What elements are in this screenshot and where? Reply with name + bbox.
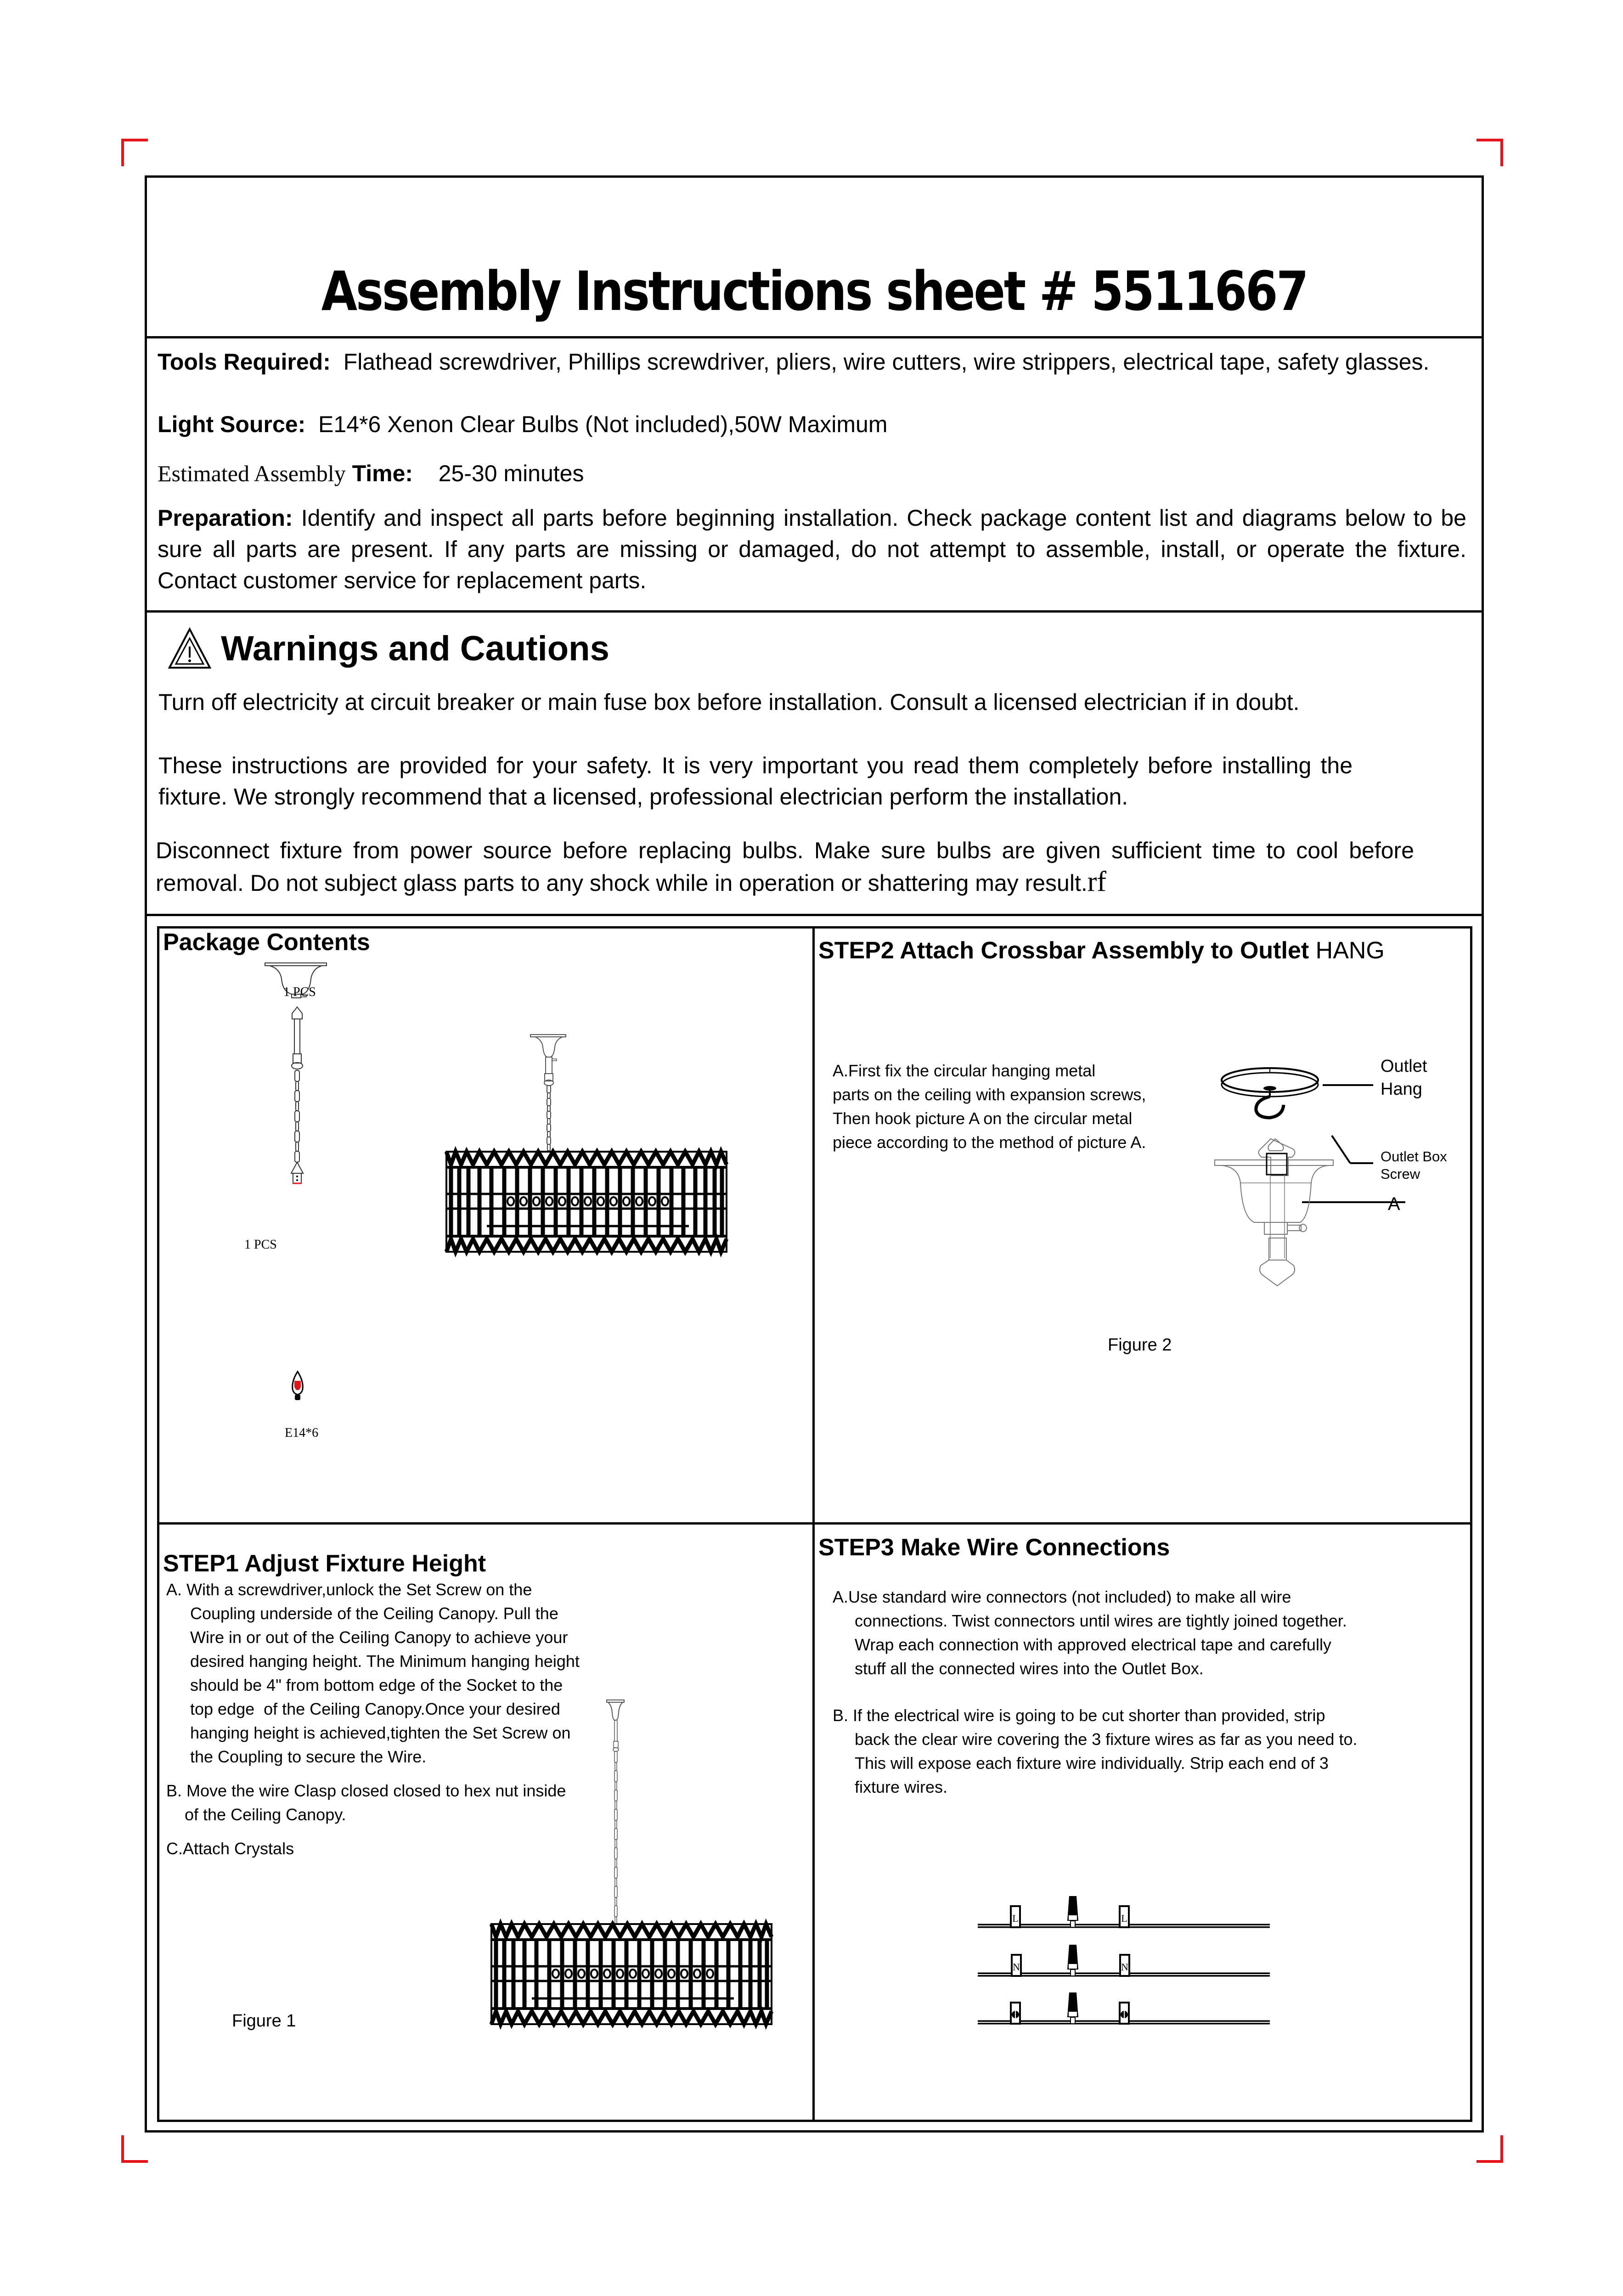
wire-connection-diagram bbox=[976, 1894, 1279, 2032]
crop-mark-bottom-left bbox=[121, 2135, 148, 2163]
step2-line: parts on the ceiling with expansion screws, bbox=[833, 1085, 1146, 1104]
canopy-qty: 1 PCS bbox=[283, 985, 316, 999]
step2-instructions bbox=[833, 1059, 1146, 1154]
warning-paragraph-2: These instructions are provided for your safety. It is very important you read them completely before installing the fixture. We strongly recommend that a licensed, professional electrician perform the installation. bbox=[158, 753, 1352, 810]
svg-text:L: L bbox=[1121, 1913, 1127, 1924]
step2-line: A.First fix the circular hanging metal bbox=[833, 1061, 1096, 1080]
step3-title: STEP3 Make Wire Connections bbox=[818, 1534, 1170, 1561]
package-contents-title: Package Contents bbox=[163, 929, 370, 956]
warnings-title: Warnings and Cautions bbox=[221, 629, 609, 668]
warnings-divider bbox=[145, 914, 1484, 916]
outlet-box-screw-label bbox=[1381, 1148, 1447, 1183]
outlet-hang-label-line2: Hang bbox=[1381, 1080, 1422, 1099]
prep-value: Identify and inspect all parts before beginning installation. Check package content list and diagrams below to be sure all parts are present. If any parts are missing or damaged, do not attempt to assemble, install, or operate the fixture. Contact customer service for replacement parts. bbox=[158, 505, 1466, 593]
step1-line: should be 4" from bottom edge of the Socket to the bbox=[190, 1676, 563, 1694]
drum-shade bbox=[446, 1152, 727, 1252]
step3-line: Wrap each connection with approved electrical tape and carefully bbox=[855, 1635, 1331, 1654]
step2-title bbox=[818, 937, 1385, 964]
step3-item-b bbox=[833, 1704, 1358, 1799]
wire-row-ground bbox=[978, 1992, 1270, 2024]
step1-line: of the Ceiling Canopy. bbox=[185, 1805, 346, 1824]
prep-label: Preparation: bbox=[158, 505, 293, 531]
warning-paragraph-3 bbox=[156, 835, 1414, 899]
step1-line: top edge of the Ceiling Canopy.Once your desired bbox=[190, 1699, 560, 1718]
step1-line: hanging height is achieved,tighten the Set Screw on bbox=[190, 1723, 571, 1742]
warning-paragraph-1: Turn off electricity at circuit breaker or main fuse box before installation. Consult a licensed electrician if in doubt. bbox=[158, 689, 1300, 715]
warning-triangle-icon bbox=[168, 627, 212, 670]
crop-mark-bottom-right bbox=[1476, 2135, 1503, 2163]
outlet-box-label-line1: Outlet Box bbox=[1381, 1148, 1447, 1165]
light-value: E14*6 Xenon Clear Bulbs (Not included),50W Maximum bbox=[318, 411, 888, 437]
crop-mark-top-right bbox=[1476, 139, 1503, 166]
bulb-icon bbox=[291, 1371, 304, 1403]
step3-line: connections. Twist connectors until wires are tightly joined together. bbox=[855, 1611, 1347, 1630]
crop-mark-top-left bbox=[121, 139, 148, 166]
step2-title-regular: HANG bbox=[1315, 937, 1385, 964]
svg-text:N: N bbox=[1013, 1961, 1020, 1973]
step3-line: This will expose each fixture wire individually. Strip each end of 3 bbox=[855, 1754, 1329, 1773]
chandelier-drawing bbox=[445, 1033, 728, 1254]
step2-line: Then hook picture A on the circular metal bbox=[833, 1109, 1133, 1128]
step1-line: the Coupling to secure the Wire. bbox=[190, 1747, 427, 1766]
step1-line: desired hanging height. The Minimum hanging height bbox=[190, 1652, 580, 1671]
time-label: Time: bbox=[352, 461, 413, 486]
light-label: Light Source: bbox=[158, 411, 306, 437]
step1-item-c: C.Attach Crystals bbox=[166, 1839, 294, 1858]
page-title: Assembly Instructions sheet # 5511667 bbox=[321, 259, 1307, 323]
time-value: 25-30 minutes bbox=[438, 461, 584, 486]
step1-line: Wire in or out of the Ceiling Canopy to achieve your bbox=[190, 1628, 568, 1647]
step3-line: stuff all the connected wires into the Outlet Box. bbox=[855, 1659, 1204, 1678]
step3-item-a bbox=[833, 1585, 1358, 1681]
svg-text:N: N bbox=[1121, 1961, 1128, 1973]
assembly-time bbox=[158, 458, 1466, 489]
bulb-qty: E14*6 bbox=[285, 1426, 319, 1440]
tools-required bbox=[158, 346, 1466, 377]
tools-value: Flathead screwdriver, Phillips screwdriver, pliers, wire cutters, wire strippers, electrical tape, safety glasses. bbox=[343, 349, 1430, 375]
wire-row-n bbox=[978, 1945, 1270, 1976]
warning-paragraph-3-text: Disconnect fixture from power source before replacing bulbs. Make sure bulbs are given sufficient time to cool before removal. Do not subject glass parts to any shock while in operation or shattering may result. bbox=[156, 838, 1414, 896]
step2-title-bold: STEP2 Attach Crossbar Assembly to Outlet bbox=[818, 937, 1309, 964]
light-source bbox=[158, 409, 1466, 440]
figure-2-caption: Figure 2 bbox=[1108, 1335, 1172, 1355]
rod-chain-qty: 1 PCS bbox=[244, 1238, 277, 1252]
outlet-hang-label bbox=[1381, 1055, 1427, 1101]
warnings-heading bbox=[168, 627, 609, 670]
stray-mark: rf bbox=[1087, 866, 1107, 897]
step3-line: B. If the electrical wire is going to be cut shorter than provided, strip bbox=[833, 1706, 1325, 1725]
step3-line: back the clear wire covering the 3 fixture wires as far as you need to. bbox=[855, 1730, 1358, 1749]
step1-line: A. With a screwdriver,unlock the Set Screw on the bbox=[166, 1580, 532, 1599]
step1-title: STEP1 Adjust Fixture Height bbox=[163, 1550, 486, 1577]
tools-label: Tools Required: bbox=[158, 349, 331, 375]
step2-line: piece according to the method of picture A. bbox=[833, 1133, 1146, 1152]
outlet-box-label-line2: Screw bbox=[1381, 1166, 1420, 1182]
outlet-hang-label-line1: Outlet bbox=[1381, 1057, 1427, 1076]
picture-a-label: A bbox=[1388, 1194, 1400, 1214]
figure-1-caption: Figure 1 bbox=[232, 2011, 296, 2031]
step3-line: A.Use standard wire connectors (not included) to make all wire bbox=[833, 1587, 1291, 1606]
step3-instructions bbox=[833, 1585, 1358, 1799]
prep-divider bbox=[145, 610, 1484, 613]
title-divider bbox=[145, 336, 1484, 338]
svg-text:L: L bbox=[1012, 1913, 1019, 1924]
figure-1-chandelier bbox=[490, 1699, 773, 2057]
time-prefix: Estimated Assembly bbox=[158, 461, 346, 486]
grid-horizontal-divider bbox=[157, 1522, 1472, 1525]
rod-chain-icon bbox=[286, 1003, 309, 1196]
preparation bbox=[158, 502, 1466, 596]
step1-line: B. Move the wire Clasp closed closed to hex nut inside bbox=[166, 1781, 566, 1800]
step1-line: Coupling underside of the Ceiling Canopy. Pull the bbox=[190, 1604, 558, 1623]
wire-row-l bbox=[978, 1896, 1270, 1927]
step3-line: fixture wires. bbox=[855, 1778, 948, 1796]
